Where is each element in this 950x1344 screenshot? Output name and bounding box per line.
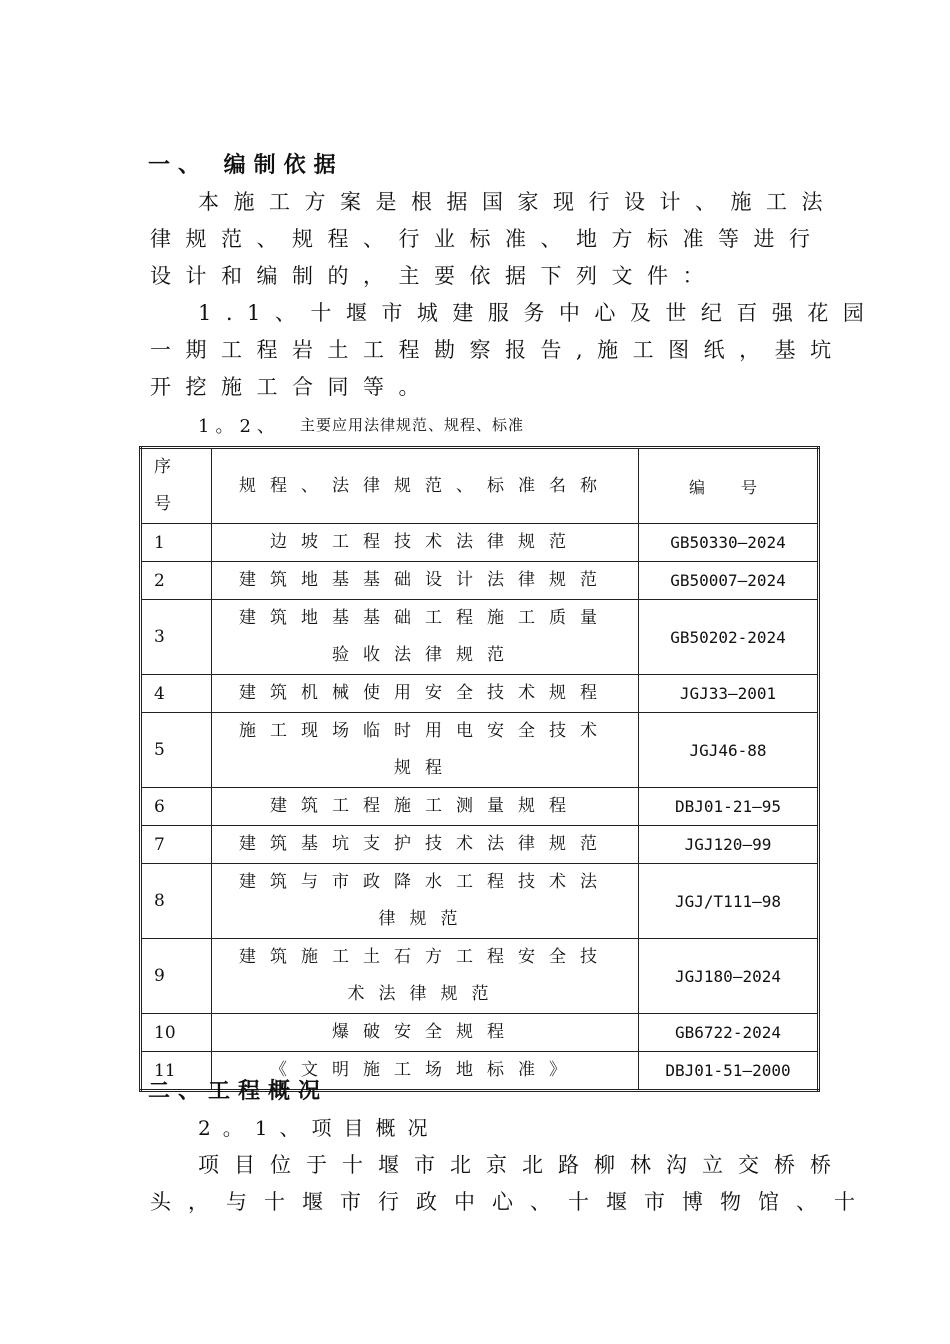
header-code: 编 号	[639, 448, 819, 524]
row-name: 爆破安全规程	[212, 1014, 639, 1052]
table-row	[141, 713, 819, 788]
row-code: JGJ46-88	[639, 713, 819, 788]
row-name: 建筑机械使用安全技术规程	[212, 675, 639, 713]
section2-body-line-2: 头，与十堰市行政中心、十堰市博物馆、十	[150, 1190, 872, 1214]
item1-line-2: 一期工程岩土工程勘察报告,施工图纸，基坑	[150, 338, 846, 362]
table-row	[141, 600, 819, 675]
row-name: 建筑基坑支护技术法律规范	[212, 826, 639, 864]
standards-table	[139, 446, 820, 1092]
row-name: 《文明施工场地标准》	[212, 1052, 639, 1091]
table-row	[141, 939, 819, 1014]
row-name-line-1: 施工现场临时用电安全技术	[239, 721, 611, 741]
item2-number: 1。2、	[198, 416, 281, 437]
table-row	[141, 562, 819, 600]
section2-heading: 二、工程概况	[148, 1078, 329, 1104]
row-num: 10	[141, 1014, 212, 1052]
row-code: DBJ01-51—2000	[639, 1052, 819, 1091]
row-name-line-1: 建筑与市政降水工程技术法	[239, 872, 611, 892]
row-num: 8	[141, 864, 212, 939]
row-code: GB50007—2024	[639, 562, 819, 600]
intro-line-3: 设计和编制的，主要依据下列文件：	[150, 264, 718, 288]
table-row	[141, 524, 819, 562]
row-code: GB50202-2024	[639, 600, 819, 675]
row-name	[212, 939, 639, 1014]
row-name: 边坡工程技术法律规范	[212, 524, 639, 562]
row-num: 6	[141, 788, 212, 826]
row-code: JGJ33—2001	[639, 675, 819, 713]
row-num: 11	[141, 1052, 212, 1091]
row-num: 4	[141, 675, 212, 713]
intro-line-1: 本施工方案是根据国家现行设计、施工法	[198, 190, 837, 214]
intro-line-2: 律规范、规程、行业标准、地方标准等进行	[150, 227, 825, 251]
header-name: 规程、法律规范、标准名称	[212, 448, 639, 524]
table-row	[141, 675, 819, 713]
row-name-line-2: 律规范	[378, 909, 472, 929]
row-code: GB6722-2024	[639, 1014, 819, 1052]
row-name	[212, 713, 639, 788]
row-name-line-2: 术法律规范	[347, 984, 503, 1004]
row-name	[212, 600, 639, 675]
row-code: JGJ180—2024	[639, 939, 819, 1014]
row-name-line-1: 建筑地基基础工程施工质量	[239, 608, 611, 628]
table-header-row	[141, 448, 819, 524]
row-name: 建筑地基基础设计法律规范	[212, 562, 639, 600]
row-name-line-1: 建筑施工土石方工程安全技	[239, 947, 611, 967]
table-row	[141, 864, 819, 939]
header-num-line-2: 号	[154, 494, 171, 514]
item1-line-3: 开挖施工合同等。	[150, 375, 434, 399]
row-code: JGJ/T111—98	[639, 864, 819, 939]
table-row	[141, 826, 819, 864]
item2-title: 主要应用法律规范、规程、标准	[300, 416, 525, 434]
row-name	[212, 864, 639, 939]
row-name: 建筑工程施工测量规程	[212, 788, 639, 826]
row-num: 9	[141, 939, 212, 1014]
row-num: 7	[141, 826, 212, 864]
table-row	[141, 788, 819, 826]
row-num: 5	[141, 713, 212, 788]
row-code: GB50330—2024	[639, 524, 819, 562]
item1-line-1: 1.1、十堰市城建服务中心及世纪百强花园	[198, 301, 879, 325]
row-name-line-2: 验收法律规范	[332, 645, 518, 665]
row-num: 3	[141, 600, 212, 675]
row-num: 1	[141, 524, 212, 562]
section1-heading: 一、 编制依据	[148, 152, 344, 178]
row-num: 2	[141, 562, 212, 600]
table-row	[141, 1014, 819, 1052]
row-name-line-2: 规程	[394, 758, 456, 778]
header-num-line-1: 序	[154, 457, 171, 477]
section2-body-line-1: 项目位于十堰市北京北路柳林沟立交桥桥	[198, 1153, 846, 1177]
row-code: DBJ01-21—95	[639, 788, 819, 826]
header-num	[141, 448, 212, 524]
row-code: JGJ120—99	[639, 826, 819, 864]
section2-sub-heading: 2。1、项目概况	[198, 1116, 440, 1140]
